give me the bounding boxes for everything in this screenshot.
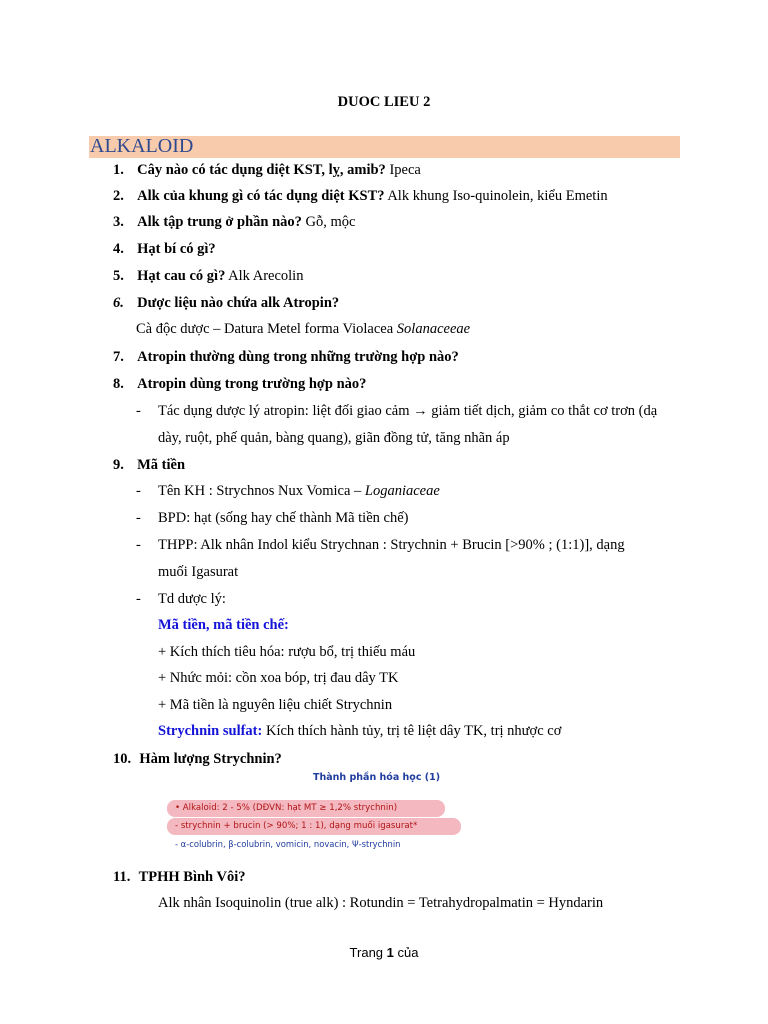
bullet-item: - BPD: hạt (sống hay chế thành Mã tiền chế) <box>136 510 409 526</box>
section-heading: ALKALOID <box>90 135 194 157</box>
item-question: Cây nào có tác dụng diệt KST, lỵ, amib? <box>137 162 386 178</box>
item-answer: Alk Arecolin <box>225 268 304 284</box>
item-answer: Ipeca <box>385 162 421 178</box>
item-answer-line: Cà độc dược – Datura Metel forma Violacea Solanaceeae <box>136 321 471 337</box>
item-question: Atropin thường dùng trong những trường hợp nào? <box>137 349 459 365</box>
list-item <box>113 294 339 312</box>
bullet-continuation: muối Igasurat <box>158 564 239 580</box>
item-question: Hạt cau có gì? <box>137 268 226 284</box>
figure-row-alkaloid: • Alkaloid: 2 - 5% (DĐVN: hạt MT ≥ 1,2% strychnin) <box>167 800 445 817</box>
list-item <box>113 161 421 179</box>
item-question: Dược liệu nào chứa alk Atropin? <box>137 295 340 311</box>
list-item <box>113 187 608 205</box>
figure-row-strychnin: - strychnin + brucin (> 90%; 1 : 1), dạng muối igasurat* <box>167 818 461 835</box>
bullet-item: - THPP: Alk nhân Indol kiểu Strychnan : Strychnin + Brucin [>90% ; (1:1)], dạng <box>136 537 625 553</box>
item-number: 1. <box>113 162 124 178</box>
family-name: Loganiaceae <box>364 483 440 499</box>
bullet-dash: - <box>136 403 141 419</box>
bullet-item: - Td dược lý: <box>136 591 226 607</box>
document-title: DUOC LIEU 2 <box>337 94 431 110</box>
plus-line: + Nhức mỏi: cồn xoa bóp, trị đau dây TK <box>158 670 399 686</box>
list-item <box>113 267 303 285</box>
item-question: Atropin dùng trong trường hợp nào? <box>137 376 367 392</box>
item-question: Hạt bí có gì? <box>137 241 216 257</box>
item-question: Alk tập trung ở phần nào? <box>137 214 302 230</box>
item-answer-line: Alk nhân Isoquinolin (true alk) : Rotundin = Tetrahydropalmatin = Hyndarin <box>158 895 604 911</box>
sub-heading: Mã tiền, mã tiền chế: <box>158 617 289 633</box>
section-heading-bar <box>89 136 680 158</box>
family-name: Solanaceeae <box>396 321 471 337</box>
item-question: Alk của khung gì có tác dụng diệt KST? <box>137 188 385 204</box>
strychnin-label: Strychnin sulfat: <box>158 723 263 739</box>
item-answer: Alk khung Iso-quinolein, kiểu Emetin <box>384 188 608 204</box>
list-item <box>113 456 185 474</box>
item-question: Mã tiền <box>137 457 186 473</box>
composition-figure <box>163 770 463 856</box>
item-question: TPHH Bình Vôi? <box>138 869 246 885</box>
item-number: 11. <box>113 869 131 885</box>
item-number: 3. <box>113 214 124 230</box>
plus-line: + Kích thích tiêu hóa: rượu bổ, trị thiếu máu <box>158 644 416 660</box>
item-number: 4. <box>113 241 124 257</box>
item-number: 7. <box>113 349 124 365</box>
list-item <box>113 240 216 258</box>
list-item <box>113 868 245 886</box>
bullet-item: - Tên KH : Strychnos Nux Vomica – Loganiaceae <box>136 483 440 499</box>
list-item <box>113 213 355 231</box>
item-number: 10. <box>113 751 132 767</box>
list-item <box>113 750 282 768</box>
item-number: 2. <box>113 188 124 204</box>
bullet-continuation: dày, ruột, phế quản, bàng quang), giãn đồng tử, tăng nhãn áp <box>158 430 510 446</box>
bullet-item: - Tác dụng dược lý atropin: liệt đối giao cảm → giảm tiết dịch, giảm co thắt cơ trơn (dạ <box>136 403 658 419</box>
list-item <box>113 348 459 366</box>
figure-title: Thành phần hóa học (1) <box>313 772 441 783</box>
item-number: 6. <box>113 295 124 311</box>
item-number: 5. <box>113 268 124 284</box>
item-number: 8. <box>113 376 124 392</box>
page-number: 1 <box>386 945 394 960</box>
figure-row-minor: - α-colubrin, β-colubrin, vomicin, novacin, Ψ-strychnin <box>175 839 401 849</box>
item-number: 9. <box>113 457 124 473</box>
list-item <box>113 375 366 393</box>
item-answer: Gỗ, mộc <box>301 214 356 230</box>
item-question: Hàm lượng Strychnin? <box>139 751 282 767</box>
page-footer: Trang 1 của <box>349 945 419 960</box>
plus-line: + Mã tiền là nguyên liệu chiết Strychnin <box>158 697 393 713</box>
strychnin-line: Strychnin sulfat: Kích thích hành tủy, trị tê liệt dây TK, trị nhược cơ <box>158 723 562 739</box>
